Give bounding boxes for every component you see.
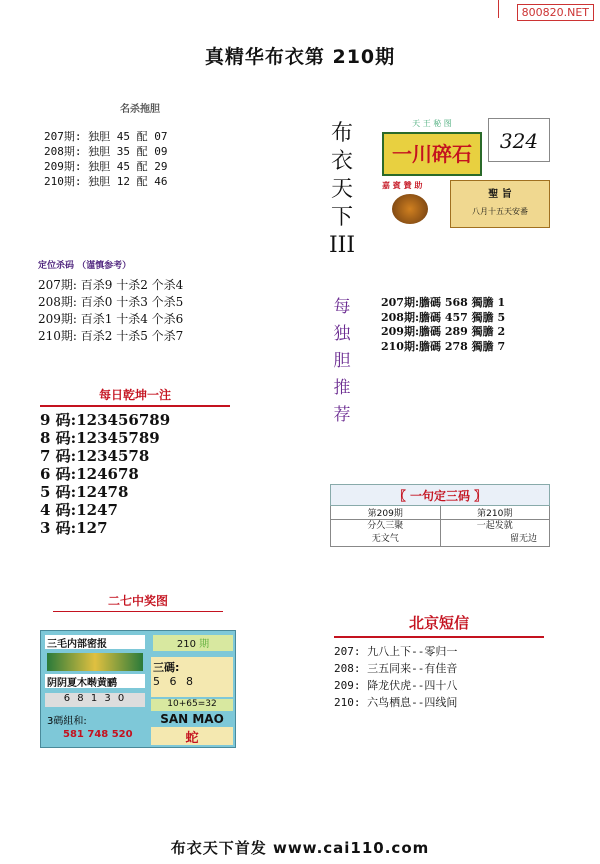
cell: 一起发就 — [476, 521, 513, 531]
heading-underline — [334, 636, 544, 638]
row: 210期: 独胆 12 配 46 — [44, 175, 168, 188]
daily-rows — [40, 411, 230, 537]
period-box — [153, 635, 233, 651]
section-daily-pick — [40, 386, 230, 537]
sanmao-text: SAN MAO — [160, 712, 224, 726]
char: 下 — [330, 205, 353, 230]
sms-rows — [334, 643, 544, 711]
row: 210: 六鸟栖息--四线间 — [334, 696, 458, 709]
sum-strip: 10+65=32 — [151, 699, 233, 711]
char: 胆 — [333, 351, 351, 371]
section-dudan — [40, 100, 240, 189]
decor-flower-icon — [47, 653, 143, 671]
site-badge[interactable]: 800820.NET — [517, 4, 594, 21]
winning-image — [40, 630, 236, 748]
cell: 分久三聚 — [367, 521, 404, 531]
row: 5 码:12478 — [40, 483, 129, 501]
row: 8 码:12345789 — [40, 429, 160, 447]
cell: 留无边 — [509, 534, 537, 544]
sanma-box — [151, 657, 233, 697]
table — [330, 506, 550, 547]
ornate-box — [488, 118, 550, 162]
page-title: 真精华布衣第 210期 — [204, 46, 396, 68]
section-heading: 每日乾坤一注 — [98, 388, 171, 402]
heading-underline — [53, 611, 223, 612]
heading-bar — [330, 484, 550, 506]
vertical-dudan-title — [331, 294, 353, 429]
row: 210期: 百杀2 十杀5 个杀7 — [38, 329, 184, 343]
nums-strip: 6 8 1 3 0 — [45, 693, 145, 707]
row: 208: 三五同来--有佳音 — [334, 662, 458, 675]
col-1 — [331, 506, 441, 546]
row: 209期: 独胆 45 配 29 — [44, 160, 168, 173]
row: 207: 九八上下--零归一 — [334, 645, 458, 658]
char: 布 — [330, 121, 353, 146]
zodiac-box — [151, 727, 233, 745]
zodiac: 蛇 — [185, 731, 199, 746]
char: III — [328, 233, 356, 258]
big-banner — [382, 132, 482, 176]
row: 208期: 百杀0 十杀3 个杀5 — [38, 295, 184, 309]
corner-line — [498, 0, 499, 18]
row: 7 码:1234578 — [40, 447, 150, 465]
row: 207期: 百杀9 十杀2 个杀4 — [38, 278, 184, 292]
sanma-label: 三碼: — [153, 661, 180, 674]
col-head: 第209期 — [331, 506, 440, 520]
row: 6 码:124678 — [40, 465, 139, 483]
row: 209期: 百杀1 十杀4 个杀6 — [38, 312, 184, 326]
banner: 三毛内部密报 — [45, 635, 145, 649]
period-suffix: 期 — [199, 639, 210, 650]
section-heading: 定位杀码 （谨慎参考） — [38, 261, 132, 271]
sanma-value: 5 6 8 — [153, 675, 196, 688]
collage-image — [378, 114, 554, 232]
period: 210 — [176, 639, 196, 650]
char: 天 — [330, 177, 353, 202]
section-heading: 北京短信 — [408, 614, 469, 632]
position-rows — [38, 277, 248, 345]
tiger-icon — [392, 194, 428, 224]
row: 207期:膽碼 568 獨膽 1 — [381, 296, 506, 309]
combo-value: 581 748 520 — [63, 729, 133, 740]
scroll-title: 聖 旨 — [488, 189, 512, 200]
char: 独 — [333, 324, 351, 344]
section-position-kill — [38, 258, 248, 345]
combo-label: 3碼組和: — [47, 716, 87, 727]
dudan-rows — [40, 129, 240, 189]
section-heading: 二七中奖图 — [107, 594, 168, 608]
row: 208期:膽碼 457 獨膽 5 — [381, 310, 506, 324]
col-2 — [441, 506, 550, 546]
big-text: 一川碎石 — [392, 142, 472, 166]
row: 207期: 独胆 45 配 07 — [44, 130, 168, 143]
heading-underline — [40, 405, 230, 407]
row: 209期:膽碼 289 獨膽 2 — [381, 325, 506, 338]
char: 推 — [333, 378, 351, 398]
row: 210期:膽碼 278 獨膽 7 — [381, 339, 506, 353]
section-beijing-sms — [334, 612, 544, 711]
section-heading: 〖 一句定三码 〗 — [393, 489, 487, 503]
section-one-sentence — [330, 484, 550, 548]
ornate-text: 324 — [499, 129, 539, 153]
section-heading: 名杀拖胆 — [120, 104, 160, 115]
row: 3 码:127 — [40, 519, 108, 537]
col-head: 第210期 — [441, 506, 550, 520]
red-label: 嘉 賓 贊 助 — [382, 181, 423, 190]
section-dan-code — [381, 296, 551, 354]
row: 9 码:123456789 — [40, 411, 171, 429]
row: 209: 降龙伏虎--四十八 — [334, 679, 458, 692]
char: 衣 — [330, 149, 353, 174]
footer[interactable]: 布衣天下首发 www.cai110.com — [170, 839, 430, 857]
char: 荐 — [333, 405, 351, 425]
char: 每 — [333, 297, 351, 317]
scroll-text: 八月十五天安番 — [472, 207, 528, 216]
cell: 无文气 — [371, 534, 399, 544]
row: 208期: 独胆 35 配 09 — [44, 145, 168, 158]
small-label: 天 王 秘 图 — [412, 119, 452, 128]
section-winning-image — [38, 592, 238, 612]
name-strip: 阴阴夏木啭黄鹂 — [45, 674, 145, 688]
row: 4 码:1247 — [40, 501, 118, 519]
scroll — [450, 180, 550, 228]
vertical-title — [326, 120, 358, 260]
